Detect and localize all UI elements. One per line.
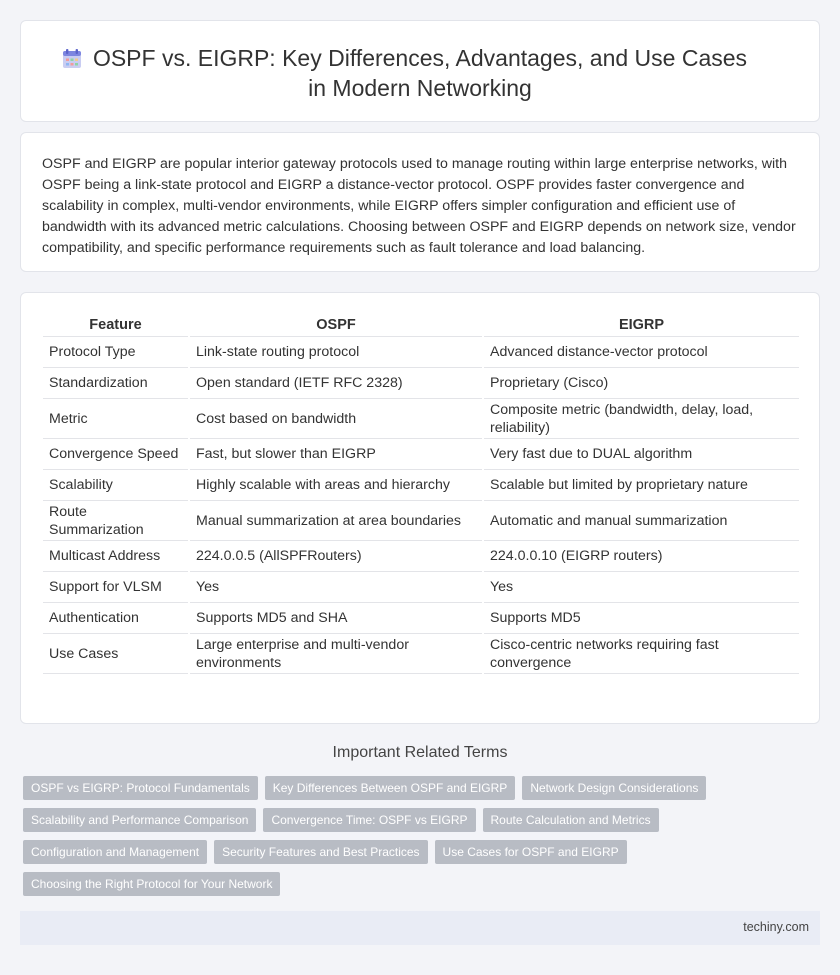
intro-paragraph: OSPF and EIGRP are popular interior gateway protocols used to manage routing within large enterprise networks, with OSPF being a link-state protocol and EIGRP a distance-vector protocol. OSPF provides faster convergence and scalability in complex, multi-vendor environments, while EIGRP offers simpler configuration and efficient use of bandwidth with its advanced metric calculations. Choosing between OSPF and EIGRP depends on network size, vendor compatibility, and specific performance requirements such as fault tolerance and load balancing. (42, 156, 796, 256)
comparison-table-card (20, 292, 820, 724)
intro-card (20, 132, 820, 272)
header-feature: Feature (43, 313, 189, 337)
feature-cell: Protocol Type (43, 337, 189, 368)
feature-cell: Standardization (43, 368, 189, 399)
ospf-cell: Link-state routing protocol (189, 337, 483, 368)
table-row (43, 470, 799, 501)
table-row (43, 572, 799, 603)
tag-configuration-management[interactable]: Configuration and Management (23, 840, 207, 864)
eigrp-cell: Automatic and manual summarization (483, 501, 799, 541)
ospf-cell: Supports MD5 and SHA (189, 603, 483, 634)
table-row (43, 439, 799, 470)
eigrp-cell: Very fast due to DUAL algorithm (483, 439, 799, 470)
tag-row (23, 872, 803, 896)
tag-row (23, 776, 803, 800)
ospf-cell: Open standard (IETF RFC 2328) (189, 368, 483, 399)
related-terms-heading: Important Related Terms (332, 744, 508, 761)
feature-cell: Support for VLSM (43, 572, 189, 603)
table-row (43, 603, 799, 634)
table-row (43, 399, 799, 439)
feature-cell: Route Summarization (43, 501, 189, 541)
comparison-table (43, 313, 799, 674)
table-row (43, 368, 799, 399)
table-header-row (43, 313, 799, 337)
ospf-cell: Manual summarization at area boundaries (189, 501, 483, 541)
tag-route-calculation[interactable]: Route Calculation and Metrics (483, 808, 659, 832)
eigrp-cell: Composite metric (bandwidth, delay, load, reliability) (483, 399, 799, 439)
table-row (43, 634, 799, 674)
eigrp-cell: Advanced distance-vector protocol (483, 337, 799, 368)
eigrp-cell: Proprietary (Cisco) (483, 368, 799, 399)
ospf-cell: Large enterprise and multi-vendor environments (189, 634, 483, 674)
feature-cell: Convergence Speed (43, 439, 189, 470)
feature-cell: Authentication (43, 603, 189, 634)
ospf-cell: 224.0.0.5 (AllSPFRouters) (189, 541, 483, 572)
ospf-cell: Yes (189, 572, 483, 603)
tag-network-design[interactable]: Network Design Considerations (522, 776, 706, 800)
eigrp-cell: Scalable but limited by proprietary nature (483, 470, 799, 501)
eigrp-cell: Supports MD5 (483, 603, 799, 634)
table-row (43, 501, 799, 541)
tag-row (23, 808, 803, 832)
tag-convergence-time[interactable]: Convergence Time: OSPF vs EIGRP (263, 808, 475, 832)
page-title: OSPF vs. EIGRP: Key Differences, Advantages, and Use Cases in Modern Networking (92, 45, 748, 101)
tag-key-differences[interactable]: Key Differences Between OSPF and EIGRP (265, 776, 516, 800)
eigrp-cell: 224.0.0.10 (EIGRP routers) (483, 541, 799, 572)
footer (20, 911, 820, 945)
ospf-cell: Fast, but slower than EIGRP (189, 439, 483, 470)
related-terms-tags (23, 776, 803, 904)
header-eigrp: EIGRP (483, 313, 799, 337)
feature-cell: Multicast Address (43, 541, 189, 572)
ospf-cell: Highly scalable with areas and hierarchy (189, 470, 483, 501)
ospf-cell: Cost based on bandwidth (189, 399, 483, 439)
title-card (20, 20, 820, 122)
feature-cell: Use Cases (43, 634, 189, 674)
tag-protocol-fundamentals[interactable]: OSPF vs EIGRP: Protocol Fundamentals (23, 776, 258, 800)
footer-site-link[interactable]: techiny.com (743, 920, 809, 934)
eigrp-cell: Yes (483, 572, 799, 603)
feature-cell: Metric (43, 399, 189, 439)
table-row (43, 541, 799, 572)
tag-choosing-protocol[interactable]: Choosing the Right Protocol for Your Network (23, 872, 280, 896)
tag-row (23, 840, 803, 864)
feature-cell: Scalability (43, 470, 189, 501)
eigrp-cell: Cisco-centric networks requiring fast convergence (483, 634, 799, 674)
tag-security-features[interactable]: Security Features and Best Practices (214, 840, 427, 864)
header-ospf: OSPF (189, 313, 483, 337)
table-row (43, 337, 799, 368)
tag-scalability-performance[interactable]: Scalability and Performance Comparison (23, 808, 256, 832)
tag-use-cases[interactable]: Use Cases for OSPF and EIGRP (435, 840, 627, 864)
